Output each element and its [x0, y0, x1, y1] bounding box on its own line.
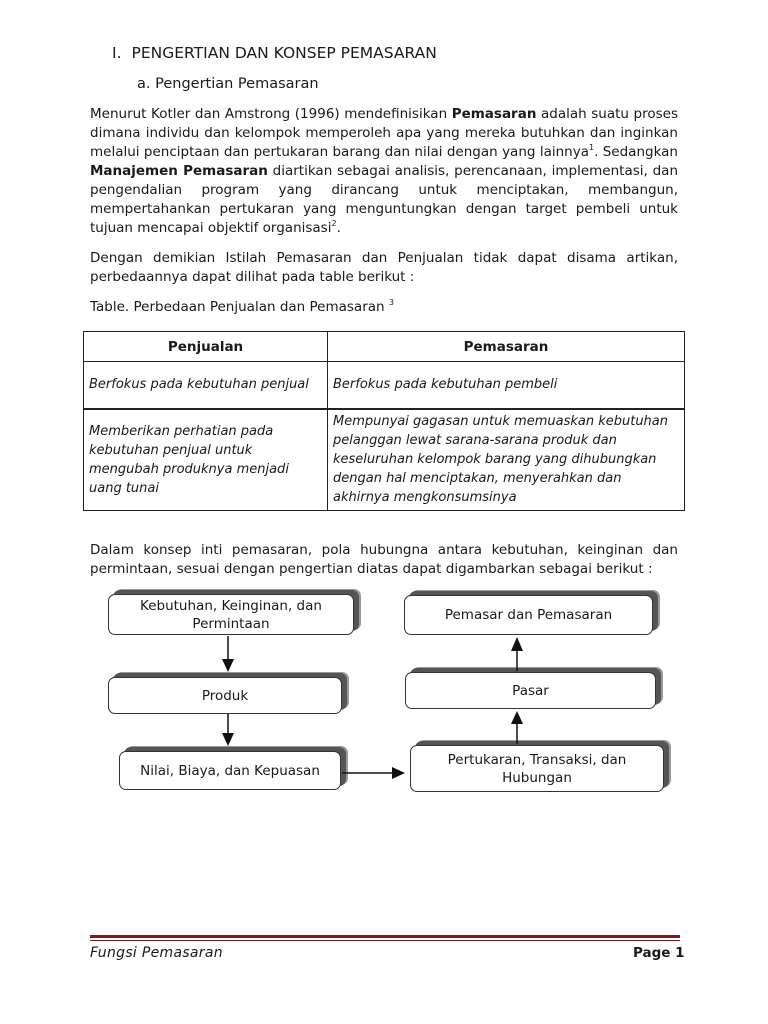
diagram-box-exchange: [410, 745, 664, 792]
diagram-box-marketer: [404, 595, 653, 635]
footer-rule: [90, 935, 680, 938]
table-row: [84, 362, 685, 409]
section-heading: [112, 44, 437, 62]
definition-paragraph: [90, 105, 678, 238]
footer-rule-thin: [90, 940, 680, 941]
arrowhead-right: [392, 767, 405, 779]
footnote-ref: 2: [331, 219, 337, 228]
table-caption: [90, 298, 678, 317]
paragraph-text: .: [336, 220, 341, 236]
diagram-box-label: Nilai, Biaya, dan Kepuasan: [140, 762, 320, 779]
table-header-row: [84, 332, 685, 362]
footer-title: Fungsi Pemasaran: [90, 945, 223, 961]
footnote-ref: 3: [388, 298, 394, 307]
paragraph-text: diartikan sebagai analisis, perencanaan, implementasi, dan pengendalian program yang dirancang untuk menciptakan, membangun, mempertahankan pertukaran yang menguntungkan dengan target pembeli untuk tujuan mencapai objektif organisasi: [90, 163, 678, 236]
page-number: Page 1: [633, 945, 685, 961]
term-pemasaran: Pemasaran: [451, 106, 537, 122]
paragraph-text: adalah suatu proses dimana individu dan kelompok memperoleh apa yang mereka butuhkan dan inginkan melalui penciptaan dan pertukaran barang dan nilai dengan yang lainnya: [90, 106, 678, 160]
diagram-box-label: Pemasar dan Pemasaran: [444, 607, 613, 623]
diagram-box-label: Pasar: [512, 682, 549, 699]
section-title: PENGERTIAN DAN KONSEP PEMASARAN: [131, 44, 437, 62]
diagram-box-market: [405, 672, 656, 709]
diagram-box-value: [119, 751, 341, 790]
term-manajemen-pemasaran: Manajemen Pemasaran: [90, 163, 268, 179]
caption-text: Table. Perbedaan Penjualan dan Pemasaran: [90, 299, 389, 315]
subsection-heading: a. Pengertian Pemasaran: [137, 76, 319, 92]
diagram-box-label: Kebutuhan, Keinginan, dan Permintaan: [140, 597, 322, 632]
table-cell: Mempunyai gagasan untuk memuaskan kebutuhan pelanggan lewat sarana-sarana produk dan keseluruhan kelompok barang yang dihubungkan dengan hal menciptakan, menyerahkan dan akhirnya mengkonsumsinya: [328, 409, 685, 511]
arrowhead-up-2: [511, 637, 523, 651]
table-cell: Berfokus pada kebutuhan pembeli: [328, 362, 685, 409]
footnote-ref: 1: [588, 143, 595, 152]
comparison-intro-paragraph: Dengan demikian Istilah Pemasaran dan Penjualan tidak dapat disama artikan, perbedaannya dapat dilihat pada table berikut :: [90, 250, 678, 285]
arrowhead-down-2: [222, 733, 234, 746]
diagram-box-product: [108, 677, 342, 714]
comparison-table: [83, 331, 685, 511]
table-header: Pemasaran: [328, 332, 685, 362]
table-row: [84, 409, 685, 511]
table-header: Penjualan: [84, 332, 328, 362]
table-cell: Memberikan perhatian pada kebutuhan penjual untuk mengubah produknya menjadi uang tunai: [84, 409, 328, 511]
diagram-box-label: Produk: [201, 687, 249, 704]
paragraph-text: . Sedangkan: [594, 144, 678, 160]
arrowhead-down-1: [222, 659, 234, 672]
section-number: I.: [112, 44, 122, 62]
paragraph-text: Menurut Kotler dan Amstrong (1996) mendefinisikan: [90, 106, 452, 122]
diagram-intro-paragraph: Dalam konsep inti pemasaran, pola hubungna antara kebutuhan, keinginan dan permintaan, sesuai dengan pengertian diatas dapat digambarkan sebagai berikut :: [90, 542, 678, 577]
table-cell: Berfokus pada kebutuhan penjual: [84, 362, 328, 409]
diagram-box-label: Pertukaran, Transaksi, dan Hubungan: [447, 751, 627, 786]
arrowhead-up-1: [511, 711, 523, 724]
diagram-box-needs: [108, 594, 354, 635]
